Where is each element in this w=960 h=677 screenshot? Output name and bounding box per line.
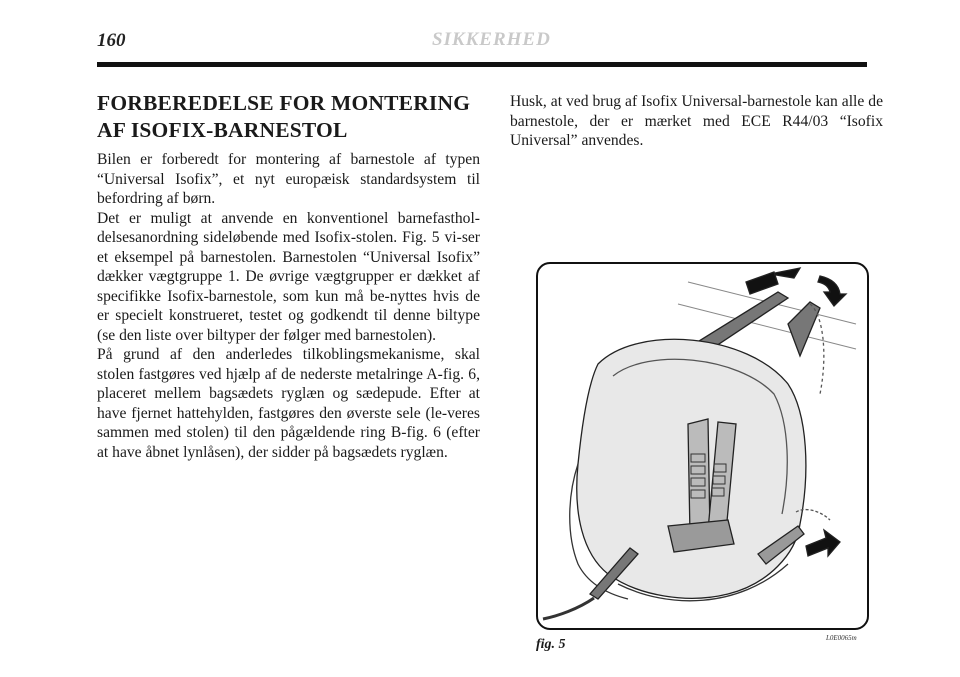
heading-line-1: FORBEREDELSE FOR MONTERING — [97, 91, 471, 115]
figure-caption: fig. 5 — [536, 637, 566, 652]
paragraph: Husk, at ved brug af Isofix Universal-barnestole kan alle de barnestole, der er mærket med ECE R44/03 “Isofix Universal” anvendes. — [510, 93, 883, 149]
child-seat-drawing — [538, 264, 866, 627]
paragraph: På grund af den anderledes tilkoblingsmekanisme, skal stolen fastgøres ved hjælp af de nederste metalringe A-fig. 6, placeret mellem bagsædets ryglæn og sædepude. Efter at have fjernet hattehylden, fastgøres den øverste sele (le-veres sammen med stolen) til den pågældende ring B-fig. 6 (efter at have åbnet lynlåsen), der sidder på bagsædets ryglæn. — [97, 346, 480, 461]
page-number: 160 — [97, 30, 126, 51]
body-text-left — [97, 150, 480, 462]
body-text-right — [510, 92, 883, 151]
paragraph: Bilen er forberedt for montering af barnestole af typen “Universal Isofix”, et nyt europæisk standardsystem til befordring af børn. — [97, 151, 480, 207]
section-title: SIKKERHED — [432, 29, 551, 50]
paragraph: Det er muligt at anvende en konventionel barnefasthol-delsesanordning sideløbende med Isofix-stolen. Fig. 5 vi-ser et eksempel på barnestolen. Barnestolen “Universal Isofix” dækker vægtgruppe 1. De øvrige vægtgrupper er dækket af specifikke Isofix-barnestole, som kun må be-nyttes hvis de er specielt konstrueret, testet og godkendt til denne biltype (se den liste over biltyper der følger med barnestolen). — [97, 209, 480, 344]
child-seat-illustration — [536, 262, 869, 630]
article-heading — [97, 90, 497, 144]
header-rule — [97, 62, 867, 67]
figure-code: L0E0065m — [826, 634, 857, 642]
heading-line-2: AF ISOFIX-BARNESTOL — [97, 118, 348, 142]
